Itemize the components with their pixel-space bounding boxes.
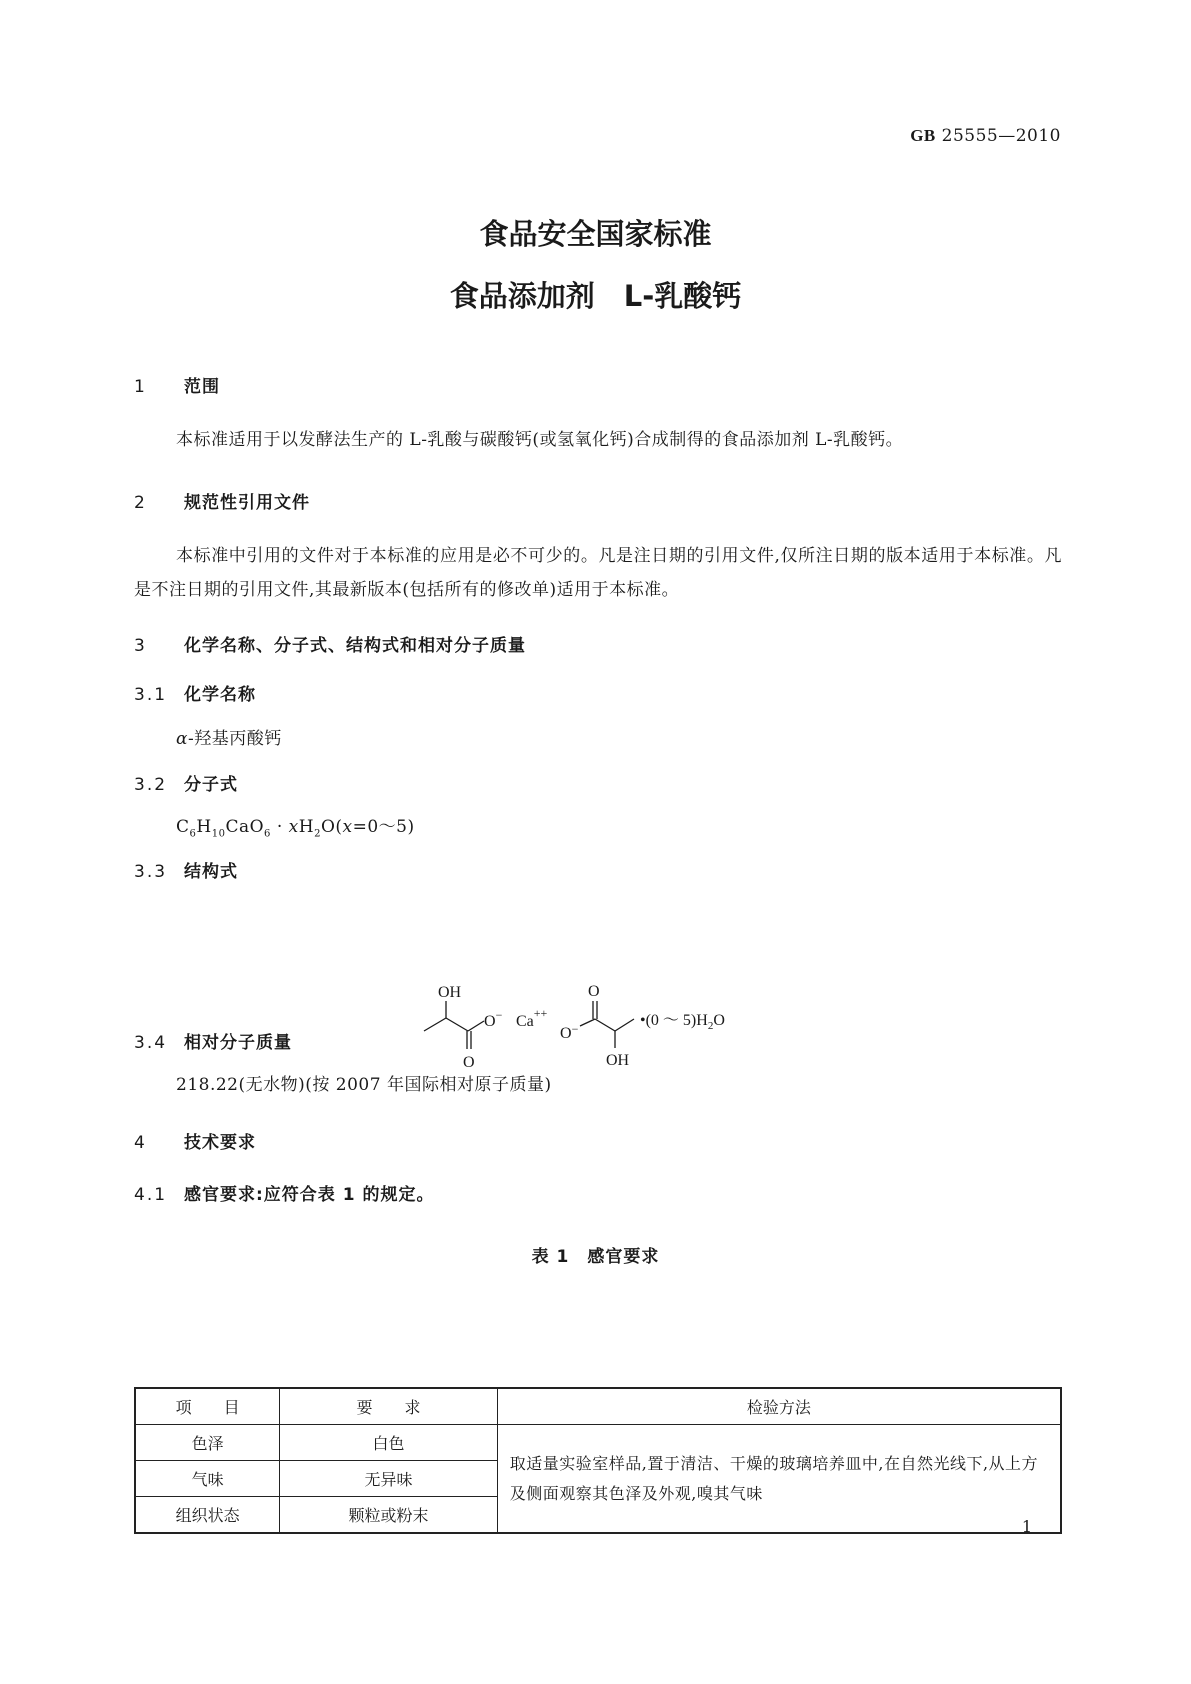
charge: − — [495, 1008, 503, 1022]
sensory-requirements-table — [134, 1387, 1062, 1534]
section-number: 3.1 — [134, 685, 168, 705]
section-number: 3.2 — [134, 775, 168, 795]
section-title: 感官要求:应符合表 1 的规定。 — [184, 1185, 435, 1205]
document-subtitle: 食品添加剂 L-乳酸钙 — [449, 279, 742, 313]
hydrate-text: •(0 ～ 5)H — [640, 1012, 708, 1029]
bond — [468, 1021, 484, 1031]
standard-prefix: GB — [910, 126, 936, 145]
section-title: 相对分子质量 — [184, 1033, 292, 1053]
section-title: 结构式 — [184, 862, 238, 882]
formula-subscript: 6 — [264, 828, 271, 840]
section-number: 3 — [134, 636, 147, 656]
alpha-prefix: α — [176, 729, 188, 749]
formula-variable: x — [288, 817, 299, 837]
hydrate — [640, 1012, 725, 1032]
bond — [446, 1018, 468, 1031]
oh-right: OH — [606, 1052, 630, 1069]
formula-dot: · — [276, 817, 283, 837]
charge: − — [571, 1022, 579, 1036]
item-cell: 色泽 — [135, 1425, 280, 1461]
section-1-text: 本标准适用于以发酵法生产的 L-乳酸与碳酸钙(或氢氧化钙)合成制得的食品添加剂 L-乳酸钙。 — [176, 430, 904, 450]
formula-part: CaO — [225, 817, 265, 837]
column-header-method: 检验方法 — [497, 1388, 1061, 1425]
section-title: 规范性引用文件 — [184, 493, 310, 513]
section-4-1-heading — [134, 1180, 434, 1205]
section-number: 3.4 — [134, 1033, 168, 1053]
chemical-name-text: -羟基丙酸钙 — [187, 729, 282, 749]
section-title: 分子式 — [184, 775, 238, 795]
section-title: 范围 — [184, 377, 220, 397]
table-row — [135, 1425, 1061, 1461]
section-number: 3.3 — [134, 862, 168, 882]
section-1-heading — [134, 372, 220, 397]
hydrate-text: O — [713, 1012, 725, 1029]
item-cell: 组织状态 — [135, 1497, 280, 1534]
section-2-heading — [134, 488, 310, 513]
molecular-formula — [176, 810, 415, 851]
requirement-cell: 颗粒或粉末 — [280, 1497, 498, 1534]
bond — [424, 1018, 446, 1031]
formula-part: O( — [320, 817, 343, 837]
page-number: 1 — [1021, 1517, 1032, 1536]
formula-part: H — [298, 817, 315, 837]
section-2-text: 本标准中引用的文件对于本标准的应用是必不可少的。凡是注日期的引用文件,仅所注日期的版本适用于本标准。凡是不注日期的引用文件,其最新版本(包括所有的修改单)适用于本标准。 — [134, 546, 1062, 600]
calcium — [516, 1006, 548, 1030]
section-3-2-heading — [134, 770, 238, 795]
section-3-3-heading — [134, 857, 238, 882]
requirement-cell: 白色 — [280, 1425, 498, 1461]
section-number: 1 — [134, 377, 147, 397]
o-right-top: O — [588, 983, 600, 1000]
requirement-cell: 无异味 — [280, 1461, 498, 1497]
column-header-requirement: 要 求 — [280, 1388, 498, 1425]
method-cell: 取适量实验室样品,置于清洁、干燥的玻璃培养皿中,在自然光线下,从上方及侧面观察其色泽及外观,嗅其气味 — [497, 1425, 1061, 1534]
hydrate-subscript: 2 — [707, 1020, 714, 1032]
formula-part: =0～5) — [352, 817, 415, 837]
section-number: 2 — [134, 493, 147, 513]
standard-code: 25555—2010 — [941, 126, 1061, 146]
section-number: 4.1 — [134, 1185, 168, 1205]
atom: O — [560, 1025, 572, 1042]
section-number: 4 — [134, 1133, 147, 1153]
formula-part: H — [196, 817, 212, 837]
atom: Ca — [516, 1013, 534, 1030]
table-caption: 表 1 感官要求 — [531, 1247, 660, 1267]
standard-number — [910, 126, 1061, 146]
column-header-item: 项 目 — [135, 1388, 280, 1425]
formula-part: C — [176, 817, 190, 837]
structural-formula — [410, 975, 790, 1075]
bond — [595, 1019, 615, 1031]
table-header-row — [135, 1388, 1061, 1425]
formula-variable: x — [342, 817, 353, 837]
section-3-4-heading — [134, 1028, 292, 1053]
section-3-1-heading — [134, 680, 256, 705]
item-cell: 气味 — [135, 1461, 280, 1497]
oh-left: OH — [438, 984, 462, 1001]
formula-subscript: 2 — [314, 828, 321, 840]
bond — [580, 1019, 595, 1026]
bond — [615, 1019, 634, 1031]
formula-subscript: 10 — [211, 828, 226, 840]
o-right — [560, 1022, 579, 1042]
section-title: 化学名称 — [184, 685, 256, 705]
charge: ++ — [533, 1006, 548, 1020]
formula-subscript: 6 — [189, 828, 197, 840]
molecular-weight: 218.22(无水物)(按 2007 年国际相对原子质量) — [176, 1075, 552, 1095]
o-left-bottom: O — [463, 1054, 475, 1071]
section-3-heading — [134, 631, 526, 656]
o-minus — [484, 1008, 503, 1030]
atom: O — [484, 1013, 496, 1030]
document-title: 食品安全国家标准 — [479, 217, 712, 251]
section-4-heading — [134, 1128, 256, 1153]
section-title: 技术要求 — [184, 1133, 256, 1153]
chemical-name — [176, 722, 282, 756]
section-title: 化学名称、分子式、结构式和相对分子质量 — [184, 636, 526, 656]
